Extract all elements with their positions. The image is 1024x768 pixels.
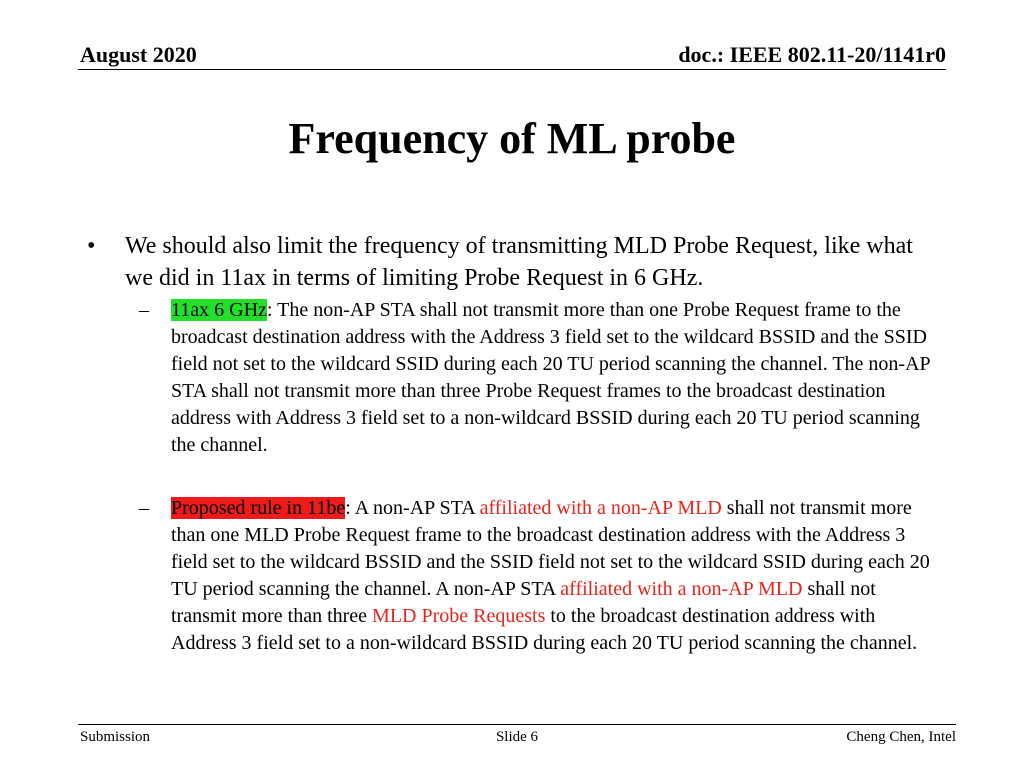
bullet-text: We should also limit the frequency of transmitting MLD Probe Request, like what we did in 11ax in terms of limiting Probe Request in 6 GHz. xyxy=(125,233,913,291)
header-date: August 2020 xyxy=(80,42,197,67)
rule-red-text-1: affiliated with a non-AP MLD xyxy=(479,497,722,519)
rule-text-part-2: shall not transmit more than one MLD Probe Request frame to the broadcast destination address with the Address 3 field set to the wildcard BSSID and the SSID field not set to the wildcard SSID during each 20 TU period scanning the channel. A non-AP STA xyxy=(171,497,930,600)
rule-text-part-4: to the broadcast destination address with Address 3 field set to a non-wildcard BSSID during each 20 TU period scanning the channel. xyxy=(171,605,918,654)
sub-bullet-marker-2: – xyxy=(139,497,149,519)
sub-bullet-11be xyxy=(171,495,943,657)
label-11ax-6ghz: 11ax 6 GHz xyxy=(171,299,267,321)
label-proposed-rule-11be: Proposed rule in 11be xyxy=(171,497,346,519)
footer-submission: Submission xyxy=(80,729,151,745)
footer-divider xyxy=(78,724,956,725)
slide-title: Frequency of ML probe xyxy=(288,114,736,163)
sub-bullet-marker-1: – xyxy=(139,299,149,321)
header-doc-id: doc.: IEEE 802.11-20/1141r0 xyxy=(678,42,946,67)
footer-slide-number: Slide 6 xyxy=(495,729,539,745)
sub-bullet-11ax-text: : The non-AP STA shall not transmit more than one Probe Request frame to the broadcast destination address with the Address 3 field set to the wildcard BSSID and the SSID field not set to the wildcard SSID during each 20 TU period scanning the channel. The non-AP STA shall not transmit more than three Probe Request frames to the broadcast destination address with Address 3 field set to a non-wildcard BSSID during each 20 TU period scanning the channel. xyxy=(171,299,930,456)
rule-text-part-1: : A non-AP STA xyxy=(345,497,480,519)
rule-text-part-3: shall not transmit more than three xyxy=(171,578,876,627)
bullet-marker: • xyxy=(87,233,96,259)
sub-bullet-11ax xyxy=(171,297,943,459)
footer-author: Cheng Chen, Intel xyxy=(846,729,956,745)
header-divider xyxy=(78,69,946,70)
rule-red-text-3: MLD Probe Requests xyxy=(372,605,546,627)
rule-red-text-2: affiliated with a non-AP MLD xyxy=(560,578,803,600)
